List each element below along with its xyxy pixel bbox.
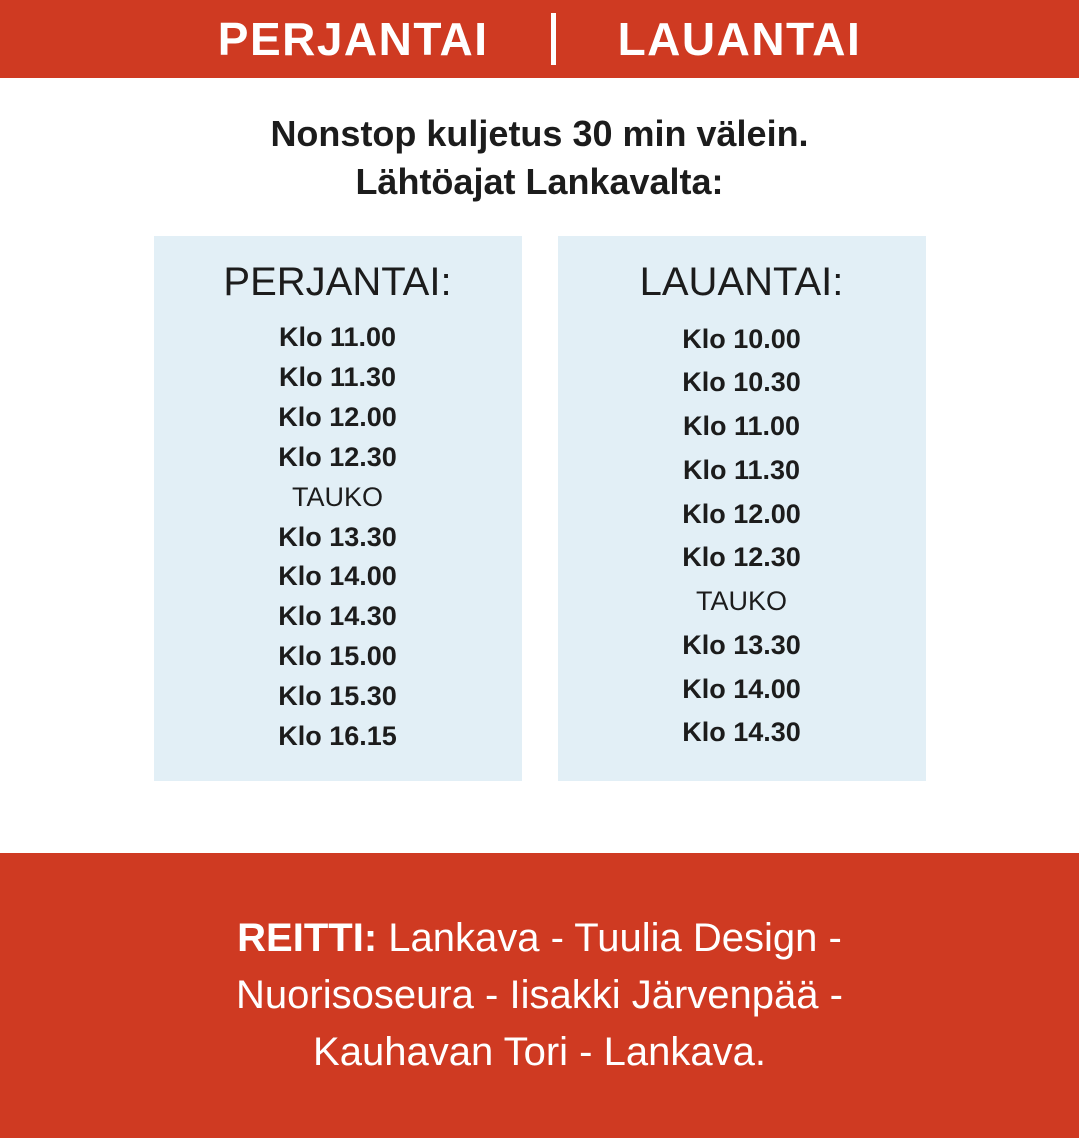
list-item: Klo 12.30 bbox=[682, 542, 801, 573]
schedule-list-friday bbox=[154, 318, 522, 757]
list-item: Klo 11.30 bbox=[682, 454, 801, 485]
list-item: Klo 14.30 bbox=[682, 717, 801, 748]
schedule-column-friday bbox=[154, 236, 522, 781]
intro-line-1: Nonstop kuljetus 30 min välein. bbox=[270, 113, 809, 154]
intro-line-2: Lähtöajat Lankavalta: bbox=[355, 160, 724, 202]
schedule-columns bbox=[0, 236, 1079, 781]
list-item: Klo 12.30 bbox=[278, 441, 397, 472]
route-line-1: Lankava - Tuulia Design - bbox=[377, 916, 842, 961]
bottom-banner bbox=[0, 853, 1079, 1138]
list-item: Klo 12.00 bbox=[278, 401, 397, 432]
schedule-column-saturday bbox=[558, 236, 926, 781]
list-item: Klo 10.00 bbox=[682, 323, 801, 354]
route-line-3: Kauhavan Tori - Lankava. bbox=[313, 1029, 766, 1074]
route-text bbox=[212, 910, 867, 1080]
spacer bbox=[0, 781, 1079, 853]
header-day-saturday: LAUANTAI bbox=[617, 13, 862, 65]
list-item: Klo 14.00 bbox=[682, 673, 801, 704]
top-banner bbox=[0, 0, 1079, 78]
list-item-break: TAUKO bbox=[695, 586, 787, 617]
list-item: Klo 11.00 bbox=[682, 411, 801, 442]
schedule-column-friday-title: PERJANTAI: bbox=[223, 259, 452, 304]
schedule-list-saturday bbox=[558, 318, 926, 755]
list-item: Klo 14.00 bbox=[278, 561, 397, 592]
list-item: Klo 15.30 bbox=[278, 681, 397, 712]
list-item: Klo 13.30 bbox=[278, 521, 397, 552]
list-item-break: TAUKO bbox=[291, 481, 383, 512]
list-item: Klo 14.30 bbox=[278, 601, 397, 632]
header-day-friday: PERJANTAI bbox=[217, 13, 489, 65]
list-item: Klo 11.00 bbox=[278, 321, 397, 352]
list-item: Klo 15.00 bbox=[278, 641, 397, 672]
schedule-column-saturday-title: LAUANTAI: bbox=[639, 259, 844, 304]
list-item: Klo 10.30 bbox=[682, 367, 801, 398]
route-label: REITTI: bbox=[237, 916, 378, 961]
list-item: Klo 16.15 bbox=[278, 721, 397, 752]
list-item: Klo 11.30 bbox=[278, 361, 397, 392]
list-item: Klo 13.30 bbox=[682, 629, 801, 660]
list-item: Klo 12.00 bbox=[682, 498, 801, 529]
route-line-2: Nuorisoseura - Iisakki Järvenpää - bbox=[236, 973, 843, 1018]
intro-text bbox=[0, 110, 1079, 206]
